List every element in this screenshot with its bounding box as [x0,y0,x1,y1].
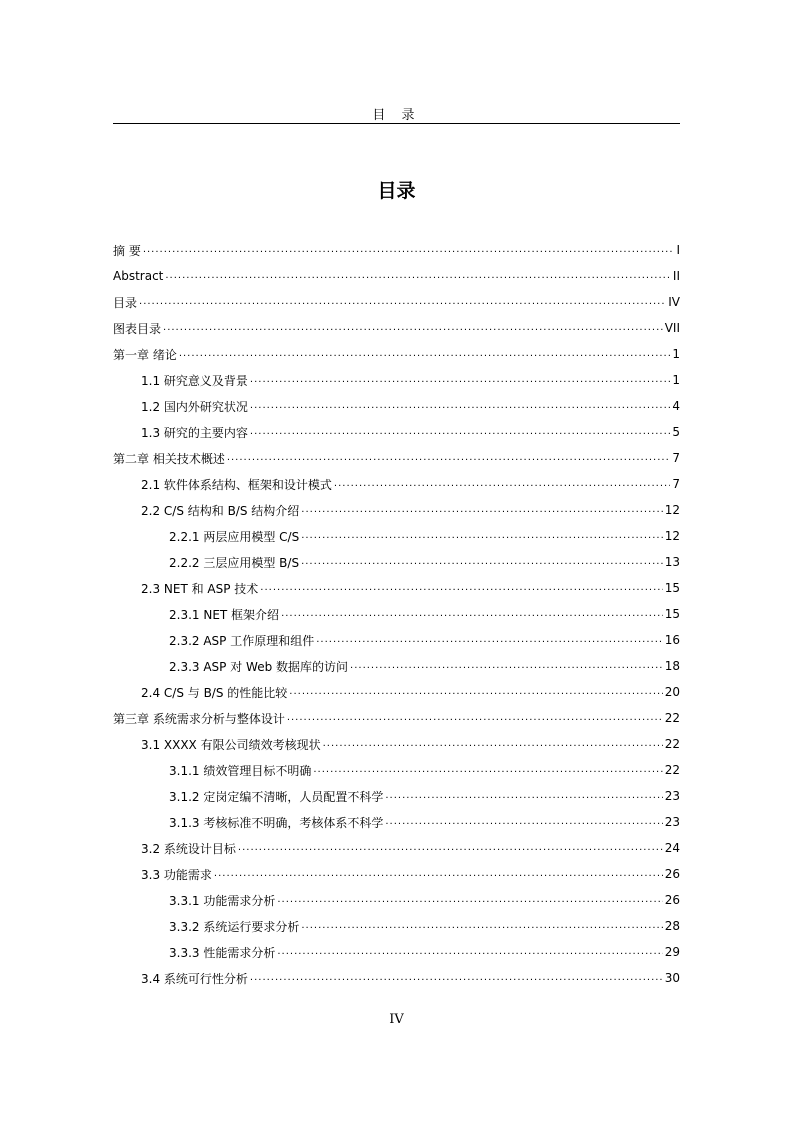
toc-entry[interactable] [113,266,680,286]
toc-entry-page: 12 [664,529,680,543]
toc-entry-label: 2.1 软件体系结构、框架和设计模式 [141,477,332,492]
toc-entry-page: 12 [664,503,680,517]
toc-entry-page: II [672,269,680,283]
toc-entry-label: 3.2 系统设计目标 [141,841,236,856]
toc-entry[interactable] [141,578,680,598]
toc-entry-page: 22 [664,737,680,751]
toc-entry-label: 2.3.3 ASP 对 Web 数据库的访问 [169,659,349,674]
toc-entry-label: 目录 [113,295,138,310]
toc-entry[interactable] [113,292,680,312]
toc-entry-label: 3.3.2 系统运行要求分析 [169,919,300,934]
toc-entry-label: 3.1 XXXX 有限公司绩效考核现状 [141,737,321,752]
dot-leader [139,292,666,312]
toc-entry-label: 2.2.2 三层应用模型 B/S [169,555,300,570]
toc-entry-page: 7 [672,451,680,465]
toc-entry-page: 20 [664,685,680,699]
page-number: IV [389,1012,404,1027]
dot-leader [316,630,662,650]
toc-entry[interactable] [113,344,680,364]
page-title: 目录 [377,180,416,202]
toc-entry-page: 4 [672,399,680,413]
dot-leader [289,682,662,702]
toc-entry-page: 29 [664,945,680,959]
toc-entry[interactable] [141,864,680,884]
toc-entry-page: 30 [664,971,680,985]
toc-entry-label: 3.4 系统可行性分析 [141,971,248,986]
toc-entry[interactable] [169,916,680,936]
toc-entry[interactable] [113,708,680,728]
toc-entry-page: I [676,243,680,257]
running-header: 目 录 [372,108,421,123]
toc-entry-page: 26 [664,867,680,881]
toc-entry-page: 22 [664,763,680,777]
dot-leader [214,864,663,884]
toc-entry-label: 第一章 绪论 [113,347,177,362]
dot-leader [250,422,670,442]
dot-leader [163,318,663,338]
toc-entry[interactable] [113,448,680,468]
toc-entry-page: 1 [672,373,680,387]
toc-entry-page: 16 [664,633,680,647]
dot-leader [277,890,662,910]
toc-entry[interactable] [169,890,680,910]
toc-entry[interactable] [169,526,680,546]
dot-leader [250,396,670,416]
toc-entry[interactable] [141,474,680,494]
toc-entry[interactable] [169,760,680,780]
toc-entry-page: 23 [664,789,680,803]
toc-entry[interactable] [169,942,680,962]
toc-entry[interactable] [169,552,680,572]
toc-entry[interactable] [141,422,680,442]
toc-entry[interactable] [141,500,680,520]
toc-entry-page: 24 [664,841,680,855]
toc-entry-label: 2.3 NET 和 ASP 技术 [141,581,259,596]
toc-entry-page: IV [668,295,680,309]
toc-entry-page: 1 [672,347,680,361]
dot-leader [250,370,670,390]
toc-entry-label: 3.3.1 功能需求分析 [169,893,276,908]
dot-leader [287,708,663,728]
toc-entry-label: 3.3 功能需求 [141,867,212,882]
toc-entry-label: 1.3 研究的主要内容 [141,425,248,440]
toc-entry-label: 3.1.3 考核标准不明确，考核体系不科学 [169,815,384,830]
toc-entry-page: 26 [664,893,680,907]
toc-entry[interactable] [169,786,680,806]
dot-leader [250,968,663,988]
dot-leader [301,526,663,546]
dot-leader [334,474,670,494]
toc-entry-page: 22 [664,711,680,725]
toc-entry-label: 2.3.2 ASP 工作原理和组件 [169,633,315,648]
dot-leader [301,552,663,572]
toc-entry[interactable] [169,630,680,650]
toc-entry-label: 1.1 研究意义及背景 [141,373,248,388]
dot-leader [165,266,671,286]
dot-leader [301,500,662,520]
dot-leader [313,760,662,780]
toc-entry[interactable] [113,240,680,260]
toc-entry-page: 18 [664,659,680,673]
toc-entry[interactable] [141,838,680,858]
dot-leader [350,656,663,676]
toc-entry[interactable] [113,318,680,338]
toc-entry-label: 3.1.2 定岗定编不清晰，人员配置不科学 [169,789,384,804]
dot-leader [301,916,662,936]
toc-entry[interactable] [141,734,680,754]
dot-leader [281,604,663,624]
toc-entry-label: 第二章 相关技术概述 [113,451,225,466]
toc-entry-label: Abstract [113,269,164,283]
toc-entry-label: 图表目录 [113,321,162,336]
toc-entry-page: 23 [664,815,680,829]
toc-entry-page: VII [664,321,680,335]
toc-entry-label: 3.3.3 性能需求分析 [169,945,276,960]
toc-entry-page: 28 [664,919,680,933]
toc-entry[interactable] [141,682,680,702]
toc-entry-label: 2.3.1 NET 框架介绍 [169,607,280,622]
toc-entry-label: 2.2 C/S 结构和 B/S 结构介绍 [141,503,300,518]
toc-entry-page: 13 [664,555,680,569]
toc-entry-page: 5 [672,425,680,439]
toc-entry-label: 第三章 系统需求分析与整体设计 [113,711,285,726]
dot-leader [277,942,662,962]
dot-leader [227,448,671,468]
toc-entry-page: 15 [664,581,680,595]
toc-entry-label: 摘 要 [113,243,141,258]
toc-entry-label: 3.1.1 绩效管理目标不明确 [169,763,312,778]
toc-entry[interactable] [169,812,680,832]
dot-leader [238,838,663,858]
toc-entry[interactable] [141,370,680,390]
toc-entry-page: 7 [672,477,680,491]
toc-entry-page: 15 [664,607,680,621]
toc-entry[interactable] [141,968,680,988]
dot-leader [385,786,662,806]
dot-leader [260,578,662,598]
toc-entry-label: 2.2.1 两层应用模型 C/S [169,529,300,544]
dot-leader [179,344,671,364]
toc-entry-label: 2.4 C/S 与 B/S 的性能比较 [141,685,288,700]
toc-entry[interactable] [169,656,680,676]
toc-entry-label: 1.2 国内外研究状况 [141,399,248,414]
toc-entry[interactable] [141,396,680,416]
dot-leader [143,240,675,260]
dot-leader [323,734,663,754]
header-rule [113,123,680,124]
toc-entry[interactable] [169,604,680,624]
dot-leader [385,812,662,832]
